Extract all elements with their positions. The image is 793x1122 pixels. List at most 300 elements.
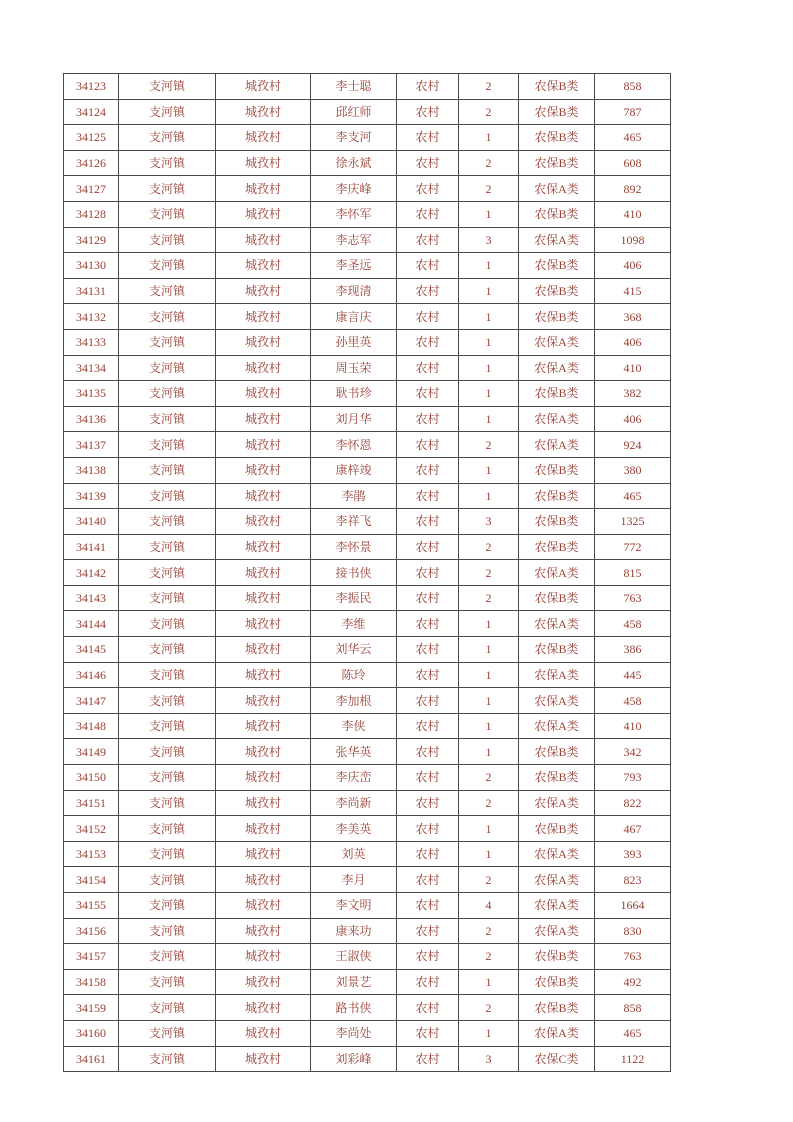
cell-residence-type: 农村 [397,176,459,202]
cell-town: 支河镇 [119,713,216,739]
cell-residence-type: 农村 [397,816,459,842]
table-row [64,739,671,765]
cell-person-count: 2 [459,867,519,893]
cell-insurance-category: 农保B类 [519,765,595,791]
cell-village: 城孜村 [216,688,311,714]
table-row [64,893,671,919]
cell-insurance-category: 农保C类 [519,1046,595,1072]
cell-person-count: 1 [459,381,519,407]
cell-amount: 1664 [595,893,671,919]
cell-person-name: 李怀军 [311,201,397,227]
cell-town: 支河镇 [119,1020,216,1046]
cell-residence-type: 农村 [397,432,459,458]
cell-person-name: 李尚处 [311,1020,397,1046]
cell-person-name: 李圣远 [311,253,397,279]
cell-town: 支河镇 [119,355,216,381]
cell-village: 城孜村 [216,918,311,944]
cell-residence-type: 农村 [397,381,459,407]
cell-village: 城孜村 [216,637,311,663]
cell-person-count: 2 [459,944,519,970]
cell-village: 城孜村 [216,713,311,739]
cell-town: 支河镇 [119,688,216,714]
cell-residence-type: 农村 [397,739,459,765]
cell-town: 支河镇 [119,611,216,637]
cell-residence-type: 农村 [397,841,459,867]
cell-town: 支河镇 [119,739,216,765]
cell-amount: 772 [595,534,671,560]
cell-person-count: 1 [459,637,519,663]
cell-village: 城孜村 [216,329,311,355]
cell-village: 城孜村 [216,765,311,791]
cell-record-id: 34132 [64,304,119,330]
cell-town: 支河镇 [119,74,216,100]
cell-residence-type: 农村 [397,304,459,330]
table-row [64,611,671,637]
cell-person-name: 李祥飞 [311,509,397,535]
cell-town: 支河镇 [119,278,216,304]
cell-record-id: 34141 [64,534,119,560]
cell-record-id: 34128 [64,201,119,227]
cell-village: 城孜村 [216,662,311,688]
cell-amount: 793 [595,765,671,791]
cell-residence-type: 农村 [397,483,459,509]
cell-residence-type: 农村 [397,534,459,560]
cell-amount: 410 [595,201,671,227]
cell-town: 支河镇 [119,304,216,330]
table-row [64,713,671,739]
cell-residence-type: 农村 [397,1046,459,1072]
cell-person-name: 王淑侠 [311,944,397,970]
cell-amount: 608 [595,150,671,176]
cell-amount: 763 [595,585,671,611]
cell-record-id: 34161 [64,1046,119,1072]
cell-town: 支河镇 [119,457,216,483]
cell-village: 城孜村 [216,432,311,458]
cell-person-name: 陈玲 [311,662,397,688]
table-row [64,329,671,355]
cell-insurance-category: 农保B类 [519,944,595,970]
cell-person-count: 3 [459,1046,519,1072]
cell-record-id: 34155 [64,893,119,919]
cell-insurance-category: 农保B类 [519,278,595,304]
cell-amount: 1098 [595,227,671,253]
cell-village: 城孜村 [216,483,311,509]
cell-person-name: 耿书珍 [311,381,397,407]
cell-amount: 415 [595,278,671,304]
cell-person-name: 李支河 [311,125,397,151]
cell-person-name: 接书侠 [311,560,397,586]
cell-village: 城孜村 [216,457,311,483]
cell-person-count: 1 [459,969,519,995]
cell-insurance-category: 农保B类 [519,534,595,560]
cell-village: 城孜村 [216,969,311,995]
cell-town: 支河镇 [119,201,216,227]
cell-record-id: 34135 [64,381,119,407]
cell-amount: 858 [595,995,671,1021]
cell-town: 支河镇 [119,995,216,1021]
cell-residence-type: 农村 [397,74,459,100]
cell-person-count: 2 [459,560,519,586]
cell-record-id: 34124 [64,99,119,125]
cell-person-name: 张华英 [311,739,397,765]
cell-person-name: 李鹃 [311,483,397,509]
table-row [64,457,671,483]
cell-village: 城孜村 [216,1020,311,1046]
cell-record-id: 34157 [64,944,119,970]
cell-insurance-category: 农保A类 [519,790,595,816]
cell-person-name: 李怀恩 [311,432,397,458]
cell-person-name: 徐永斌 [311,150,397,176]
cell-amount: 467 [595,816,671,842]
cell-residence-type: 农村 [397,944,459,970]
table-row [64,278,671,304]
cell-insurance-category: 农保B类 [519,816,595,842]
cell-record-id: 34133 [64,329,119,355]
cell-record-id: 34148 [64,713,119,739]
cell-person-count: 1 [459,457,519,483]
cell-insurance-category: 农保A类 [519,893,595,919]
cell-person-count: 1 [459,739,519,765]
cell-amount: 406 [595,406,671,432]
cell-village: 城孜村 [216,534,311,560]
cell-person-count: 1 [459,355,519,381]
cell-insurance-category: 农保B类 [519,304,595,330]
cell-record-id: 34152 [64,816,119,842]
cell-record-id: 34125 [64,125,119,151]
cell-amount: 815 [595,560,671,586]
cell-record-id: 34138 [64,457,119,483]
cell-record-id: 34139 [64,483,119,509]
cell-village: 城孜村 [216,176,311,202]
cell-town: 支河镇 [119,329,216,355]
cell-amount: 858 [595,74,671,100]
cell-person-count: 1 [459,304,519,330]
cell-person-name: 李月 [311,867,397,893]
cell-residence-type: 农村 [397,509,459,535]
cell-residence-type: 农村 [397,867,459,893]
cell-person-count: 1 [459,662,519,688]
cell-amount: 458 [595,688,671,714]
cell-record-id: 34131 [64,278,119,304]
cell-amount: 830 [595,918,671,944]
cell-village: 城孜村 [216,201,311,227]
cell-insurance-category: 农保A类 [519,406,595,432]
cell-town: 支河镇 [119,534,216,560]
cell-residence-type: 农村 [397,893,459,919]
cell-person-count: 2 [459,585,519,611]
cell-person-name: 康梓竣 [311,457,397,483]
cell-person-name: 李尚新 [311,790,397,816]
records-table-body [64,74,671,1072]
cell-record-id: 34123 [64,74,119,100]
cell-person-count: 1 [459,841,519,867]
cell-village: 城孜村 [216,125,311,151]
cell-record-id: 34153 [64,841,119,867]
cell-amount: 465 [595,1020,671,1046]
cell-person-name: 李加根 [311,688,397,714]
cell-record-id: 34140 [64,509,119,535]
cell-amount: 823 [595,867,671,893]
cell-person-name: 刘华云 [311,637,397,663]
cell-amount: 393 [595,841,671,867]
cell-village: 城孜村 [216,790,311,816]
cell-insurance-category: 农保A类 [519,841,595,867]
cell-residence-type: 农村 [397,560,459,586]
cell-village: 城孜村 [216,611,311,637]
cell-amount: 892 [595,176,671,202]
cell-insurance-category: 农保A类 [519,432,595,458]
cell-record-id: 34145 [64,637,119,663]
cell-amount: 492 [595,969,671,995]
table-row [64,662,671,688]
cell-person-name: 李庆峦 [311,765,397,791]
cell-person-name: 孙里英 [311,329,397,355]
cell-town: 支河镇 [119,432,216,458]
cell-record-id: 34136 [64,406,119,432]
cell-amount: 382 [595,381,671,407]
cell-town: 支河镇 [119,125,216,151]
cell-person-name: 李振民 [311,585,397,611]
cell-record-id: 34127 [64,176,119,202]
cell-village: 城孜村 [216,150,311,176]
cell-town: 支河镇 [119,99,216,125]
table-row [64,637,671,663]
cell-person-count: 2 [459,99,519,125]
cell-village: 城孜村 [216,739,311,765]
cell-town: 支河镇 [119,560,216,586]
cell-town: 支河镇 [119,841,216,867]
cell-village: 城孜村 [216,253,311,279]
cell-town: 支河镇 [119,227,216,253]
cell-person-count: 1 [459,816,519,842]
cell-residence-type: 农村 [397,201,459,227]
cell-amount: 410 [595,713,671,739]
cell-person-count: 2 [459,432,519,458]
cell-village: 城孜村 [216,841,311,867]
cell-person-name: 刘月华 [311,406,397,432]
cell-insurance-category: 农保B类 [519,99,595,125]
cell-person-count: 1 [459,125,519,151]
table-row [64,841,671,867]
cell-residence-type: 农村 [397,227,459,253]
table-row [64,765,671,791]
cell-insurance-category: 农保A类 [519,176,595,202]
cell-person-count: 4 [459,893,519,919]
cell-record-id: 34143 [64,585,119,611]
cell-insurance-category: 农保B类 [519,483,595,509]
cell-town: 支河镇 [119,944,216,970]
cell-insurance-category: 农保A类 [519,355,595,381]
cell-residence-type: 农村 [397,688,459,714]
cell-record-id: 34146 [64,662,119,688]
cell-insurance-category: 农保B类 [519,457,595,483]
cell-town: 支河镇 [119,150,216,176]
cell-amount: 787 [595,99,671,125]
cell-insurance-category: 农保B类 [519,125,595,151]
table-row [64,227,671,253]
cell-town: 支河镇 [119,867,216,893]
cell-person-count: 1 [459,406,519,432]
cell-town: 支河镇 [119,483,216,509]
cell-insurance-category: 农保B类 [519,637,595,663]
cell-person-count: 2 [459,150,519,176]
table-row [64,688,671,714]
table-row [64,125,671,151]
cell-person-count: 1 [459,713,519,739]
cell-person-name: 李维 [311,611,397,637]
cell-record-id: 34159 [64,995,119,1021]
table-row [64,253,671,279]
cell-town: 支河镇 [119,381,216,407]
cell-village: 城孜村 [216,381,311,407]
cell-person-name: 周玉荣 [311,355,397,381]
cell-village: 城孜村 [216,1046,311,1072]
table-row [64,201,671,227]
cell-town: 支河镇 [119,893,216,919]
cell-record-id: 34160 [64,1020,119,1046]
table-row [64,918,671,944]
cell-record-id: 34129 [64,227,119,253]
cell-person-name: 刘英 [311,841,397,867]
cell-record-id: 34144 [64,611,119,637]
cell-village: 城孜村 [216,509,311,535]
cell-person-count: 3 [459,227,519,253]
cell-village: 城孜村 [216,944,311,970]
cell-residence-type: 农村 [397,99,459,125]
cell-insurance-category: 农保B类 [519,253,595,279]
cell-record-id: 34134 [64,355,119,381]
cell-residence-type: 农村 [397,253,459,279]
cell-record-id: 34147 [64,688,119,714]
cell-town: 支河镇 [119,509,216,535]
cell-residence-type: 农村 [397,457,459,483]
table-row [64,1046,671,1072]
cell-village: 城孜村 [216,99,311,125]
cell-residence-type: 农村 [397,995,459,1021]
cell-residence-type: 农村 [397,637,459,663]
cell-town: 支河镇 [119,662,216,688]
cell-amount: 458 [595,611,671,637]
cell-residence-type: 农村 [397,406,459,432]
cell-person-name: 路书侠 [311,995,397,1021]
cell-residence-type: 农村 [397,969,459,995]
cell-amount: 406 [595,329,671,355]
cell-insurance-category: 农保A类 [519,713,595,739]
cell-insurance-category: 农保B类 [519,995,595,1021]
cell-person-count: 2 [459,918,519,944]
cell-person-count: 1 [459,483,519,509]
cell-person-count: 2 [459,765,519,791]
cell-insurance-category: 农保B类 [519,585,595,611]
cell-person-count: 1 [459,1020,519,1046]
cell-insurance-category: 农保B类 [519,739,595,765]
cell-person-count: 1 [459,253,519,279]
table-row [64,1020,671,1046]
cell-person-count: 1 [459,688,519,714]
cell-record-id: 34151 [64,790,119,816]
table-row [64,150,671,176]
cell-village: 城孜村 [216,893,311,919]
cell-residence-type: 农村 [397,662,459,688]
cell-town: 支河镇 [119,918,216,944]
cell-insurance-category: 农保A类 [519,867,595,893]
cell-person-name: 李士聪 [311,74,397,100]
cell-person-name: 李庆峰 [311,176,397,202]
table-row [64,534,671,560]
cell-person-count: 2 [459,995,519,1021]
cell-amount: 386 [595,637,671,663]
cell-village: 城孜村 [216,585,311,611]
table-row [64,74,671,100]
table-row [64,995,671,1021]
cell-insurance-category: 农保B类 [519,509,595,535]
cell-village: 城孜村 [216,406,311,432]
cell-insurance-category: 农保A类 [519,611,595,637]
table-row [64,483,671,509]
cell-person-count: 2 [459,790,519,816]
cell-person-name: 康言庆 [311,304,397,330]
cell-record-id: 34142 [64,560,119,586]
cell-amount: 380 [595,457,671,483]
cell-person-name: 康来功 [311,918,397,944]
cell-village: 城孜村 [216,74,311,100]
cell-amount: 342 [595,739,671,765]
cell-person-name: 李美英 [311,816,397,842]
table-row [64,355,671,381]
cell-insurance-category: 农保A类 [519,227,595,253]
cell-residence-type: 农村 [397,713,459,739]
cell-residence-type: 农村 [397,1020,459,1046]
cell-amount: 445 [595,662,671,688]
cell-town: 支河镇 [119,765,216,791]
cell-insurance-category: 农保A类 [519,329,595,355]
cell-village: 城孜村 [216,227,311,253]
cell-town: 支河镇 [119,816,216,842]
table-row [64,381,671,407]
cell-person-count: 1 [459,611,519,637]
cell-person-name: 李志军 [311,227,397,253]
cell-residence-type: 农村 [397,329,459,355]
records-table [63,73,671,1072]
cell-amount: 763 [595,944,671,970]
cell-person-count: 1 [459,201,519,227]
cell-amount: 924 [595,432,671,458]
cell-person-count: 1 [459,329,519,355]
cell-village: 城孜村 [216,278,311,304]
cell-insurance-category: 农保B类 [519,201,595,227]
cell-record-id: 34137 [64,432,119,458]
cell-village: 城孜村 [216,560,311,586]
cell-person-name: 李文明 [311,893,397,919]
table-row [64,304,671,330]
cell-insurance-category: 农保A类 [519,662,595,688]
cell-amount: 368 [595,304,671,330]
cell-village: 城孜村 [216,816,311,842]
cell-person-count: 2 [459,176,519,202]
cell-residence-type: 农村 [397,918,459,944]
cell-insurance-category: 农保B类 [519,381,595,407]
cell-person-count: 2 [459,534,519,560]
table-row [64,509,671,535]
cell-insurance-category: 农保A类 [519,688,595,714]
cell-residence-type: 农村 [397,278,459,304]
cell-person-name: 李怀景 [311,534,397,560]
cell-record-id: 34130 [64,253,119,279]
cell-amount: 822 [595,790,671,816]
cell-town: 支河镇 [119,585,216,611]
table-row [64,790,671,816]
cell-record-id: 34149 [64,739,119,765]
